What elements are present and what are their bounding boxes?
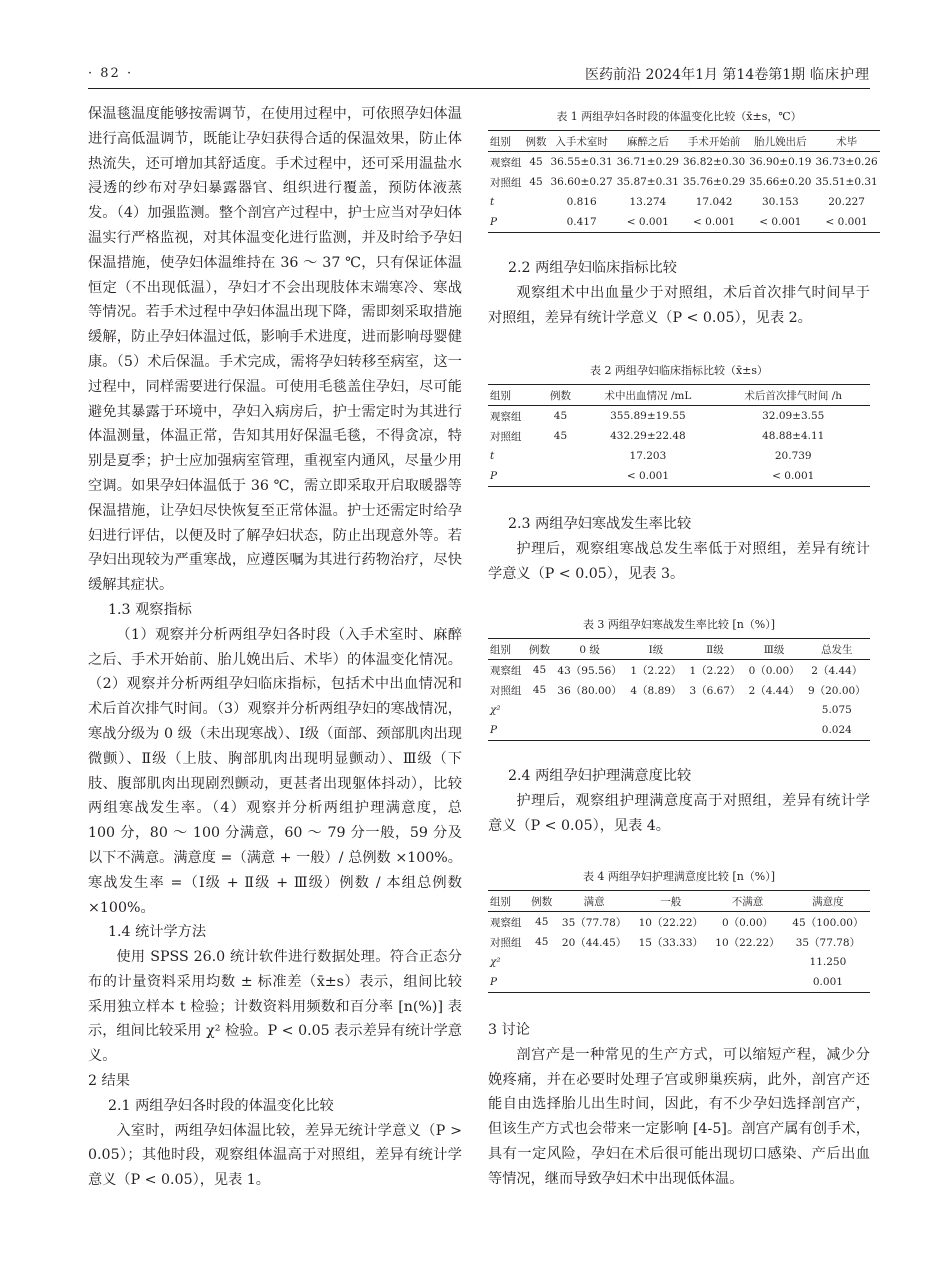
table-header-cell: Ⅱ级 — [685, 639, 744, 660]
table-cell: 17.203 — [629, 450, 667, 462]
table-cell — [526, 720, 553, 741]
table-cell: 36.55±0.31 — [550, 156, 613, 168]
table-cell — [542, 466, 580, 487]
table-cell: 45 — [532, 684, 547, 696]
table-cell: 10（22.22） — [638, 916, 704, 929]
table-row — [488, 212, 880, 233]
table-cell: 45 — [529, 156, 543, 168]
table-cell: 观察组 — [490, 664, 522, 677]
body-paragraph: 护理后，观察组寒战总发生率低于对照组，差异有统计学意义（P < 0.05），见表 3。 — [488, 540, 870, 582]
section-heading-3: 3 讨论 — [488, 1022, 530, 1038]
table-cell: 13.274 — [629, 196, 667, 208]
table-row — [488, 700, 870, 720]
table-row — [488, 192, 880, 212]
table-cell: 45 — [553, 430, 568, 442]
table-cell: 36.73±0.26 — [815, 156, 878, 168]
table-header-cell: Ⅰ级 — [626, 639, 685, 660]
table-row — [488, 446, 870, 466]
table-cell — [556, 972, 633, 993]
table-2 — [488, 384, 870, 487]
table-header-cell: 术中出血情况 /mL — [579, 385, 716, 406]
table-cell: 36.60±0.27 — [550, 176, 613, 188]
table-row — [488, 952, 870, 972]
table-1-caption: 表 1 两组孕妇各时段的体温变化比较（x̄±s，℃） — [556, 110, 802, 123]
table-header-cell: 例数 — [524, 131, 549, 152]
table-cell: P — [488, 972, 528, 993]
table-cell: 45 — [535, 916, 549, 928]
table-cell: 2（4.44） — [811, 664, 863, 677]
table-cell: 对照组 — [490, 430, 522, 443]
journal-info: 医药前沿 2024年1月 第14卷第1期 — [585, 67, 806, 83]
body-paragraph: 保温毯温度能够按需调节，在使用过程中，可依照孕妇体温进行高低温调节，既能让孕妇获得合适的保温效果，防止体热流失，还可增加其舒适度。手术过程中，还可采用温盐水浸透的纱布对孕妇暴露器官、组织进行覆盖，预防体液蒸发。（4）加强监测。整个剖宫产过程中，护士应当对孕妇体温实行严格监视，对其体温变化进行监测，并及时给予孕妇保温措施，使孕妇体温维持在 36 ～ 37 ℃，只有保证体温恒定（不出现低温），孕妇才不会出现肢体末端寒冷、寒战等情况。若手术过程中孕妇体温出现下降，需即刻采取措施缓解，防止孕妇体温过低，影响手术进度，进而影响母婴健康。（5）术后保温。手术完成，需将孕妇转移至病室，这一过程中，同样需要进行保温。可使用毛毯盖住孕妇，尽可能避免其暴露于环境中，孕妇入病房后，护士需定时为其进行体温测量，体温正常，告知其用好保温毛毯，不得贪凉，特别是夏季；护士应加强病室管理，重视室内通风，尽量少用空调。如果孕妇体温低于 36 ℃，需立即采取开启取暖器等保温措施，让孕妇尽快恢复至正常体温。护士还需定时给孕妇进行评估，以便及时了解孕妇状态，防止出现意外等。若孕妇出现较为严重寒战，应遵医嘱为其进行药物治疗，尽快缓解其症状。 — [88, 106, 462, 594]
table-cell: 35.66±0.20 — [749, 176, 812, 188]
table-cell: 11.250 — [809, 956, 847, 968]
table-cell: 45 — [535, 936, 549, 948]
table-header-cell: 麻醉之后 — [615, 131, 681, 152]
table-cell: 45 — [532, 664, 547, 676]
table-cell — [685, 700, 744, 720]
section-title: 临床护理 — [810, 67, 870, 83]
table-header-cell: 满意度 — [786, 891, 870, 912]
table-cell: 对照组 — [490, 936, 522, 949]
table-cell: 9（20.00） — [807, 684, 866, 697]
table-cell: 45 — [553, 410, 568, 422]
table-cell — [632, 972, 709, 993]
section-heading-2-1: 2.1 两组孕妇各时段的体温变化比较 — [108, 1097, 334, 1114]
table-cell: 36（80.00） — [557, 684, 622, 697]
section-heading-2-2: 2.2 两组孕妇临床指标比较 — [508, 260, 677, 276]
table-cell — [745, 700, 804, 720]
section-3-discussion — [488, 1018, 870, 1192]
table-header-cell: 组别 — [488, 639, 526, 660]
table-cell: 36.71±0.29 — [616, 156, 679, 168]
table-header-cell: 术毕 — [814, 131, 880, 152]
body-paragraph: （1）观察并分析两组孕妇各时段（入手术室时、麻醉之后、手术开始前、胎儿娩出后、术毕）的体温变化情况。（2）观察并分析两组孕妇临床指标，包括术中出血情况和术后首次排气时间。（3）观察并分析两组孕妇的寒战情况，寒战分级为 0 级（未出现寒战）、Ⅰ级（面部、颈部肌肉出现微颤）、Ⅱ级（上肢、胸部肌肉出现明显颤动）、Ⅲ级（下肢、腹部肌肉出现剧烈颤动，更甚者出现躯体抖动），比较两组寒战发生率。（4）观察并分析两组护理满意度，总 100 分，80 ～ 100 分满意，60 ～ 79 分一般，59 分及以下不满意。满意度 =（满意 + 一般）/ 总例数 ×100%。寒战发生率 =（Ⅰ级 + Ⅱ级 + Ⅲ级）例数 / 本组总例数 ×100%。 — [88, 626, 462, 916]
table-cell: 0.816 — [566, 196, 597, 208]
table-cell: P — [488, 720, 526, 741]
table-cell: 0（0.00） — [721, 916, 773, 929]
table-row — [488, 406, 870, 427]
table-row — [488, 466, 870, 487]
table-header-row — [488, 131, 880, 152]
table-cell — [709, 972, 786, 993]
table-header-cell: Ⅲ级 — [745, 639, 804, 660]
table-header-cell: 术后首次排气时间 /h — [717, 385, 871, 406]
table-cell — [542, 446, 580, 466]
table-cell: 35（77.78） — [795, 936, 861, 949]
section-2-3 — [488, 512, 870, 586]
table-cell: < 0.001 — [615, 212, 681, 233]
section-heading-2: 2 结果 — [88, 1073, 130, 1090]
table-cell — [524, 192, 549, 212]
section-heading-1-4: 1.4 统计学方法 — [108, 924, 207, 941]
table-cell: 3（6.67） — [689, 684, 741, 697]
table-cell: 2（4.44） — [748, 684, 800, 697]
table-header-row — [488, 385, 870, 406]
table-cell: P — [488, 466, 542, 487]
table-cell: 35.51±0.31 — [815, 176, 878, 188]
table-cell: 观察组 — [490, 916, 522, 929]
table-cell — [526, 700, 553, 720]
table-cell: 36.90±0.19 — [749, 156, 812, 168]
table-cell: 0.417 — [549, 212, 615, 233]
body-paragraph: 剖宫产是一种常见的生产方式，可以缩短产程，减少分娩疼痛，并在必要时处理子宫或卵巢疾病，此外，剖宫产还能自由选择胎儿出生时间，因此，有不少孕妇选择剖宫产，但该生产方式也会带来一定影响 [4-5]。剖宫产属有创手术，具有一定风险，孕妇在术后很可能出现切口感染、产后出血等情况，继而导致孕妇术中出现低体温。 — [488, 1046, 870, 1187]
table-cell: 432.29±22.48 — [610, 430, 686, 442]
table-cell: 1（2.22） — [630, 664, 682, 677]
table-cell: 17.042 — [695, 196, 733, 208]
body-paragraph: 入室时，两组孕妇体温比较，差异无统计学意义（P > 0.05）；其他时段，观察组体温高于对照组，差异有统计学意义（P < 0.05），见表 1。 — [88, 1122, 462, 1189]
table-row — [488, 660, 870, 681]
table-cell: 0.024 — [804, 720, 870, 741]
table-cell: χ² — [490, 956, 501, 968]
table-cell: 43（95.56） — [557, 664, 622, 677]
table-cell: 观察组 — [490, 156, 522, 169]
body-paragraph: 观察组术中出血量少于对照组，术后首次排气时间早于对照组，差异有统计学意义（P < 0.05），见表 2。 — [488, 284, 870, 326]
table-header-cell: 不满意 — [709, 891, 786, 912]
table-1 — [488, 130, 880, 233]
table-cell — [685, 720, 744, 741]
table-4 — [488, 890, 870, 993]
table-cell — [553, 700, 626, 720]
table-cell — [709, 952, 786, 972]
table-row — [488, 912, 870, 933]
table-cell: < 0.001 — [717, 466, 871, 487]
table-cell: 10（22.22） — [715, 936, 780, 949]
table-cell — [632, 952, 709, 972]
table-cell — [524, 212, 549, 233]
table-row — [488, 720, 870, 741]
table-header-cell: 组别 — [488, 385, 542, 406]
table-cell: 355.89±19.55 — [610, 410, 686, 422]
table-row — [488, 932, 870, 952]
table-cell: 15（33.33） — [638, 936, 704, 949]
table-cell — [745, 720, 804, 741]
table-cell: 30.153 — [762, 196, 799, 208]
section-heading-2-4: 2.4 两组孕妇护理满意度比较 — [508, 768, 692, 784]
table-cell — [528, 952, 556, 972]
table-header-cell: 组别 — [488, 891, 528, 912]
table-row — [488, 426, 870, 446]
table-cell: 20（44.45） — [561, 936, 627, 949]
table-header-cell: 例数 — [542, 385, 580, 406]
table-cell: 0（0.00） — [748, 664, 800, 677]
table-2-caption: 表 2 两组孕妇临床指标比较（x̄±s） — [589, 364, 769, 377]
table-cell: 35（77.78） — [561, 916, 627, 929]
table-cell: P — [488, 212, 524, 233]
table-cell: 1（2.22） — [689, 664, 741, 677]
table-4-caption: 表 4 两组孕妇护理满意度比较 [n（%）] — [582, 870, 776, 883]
section-heading-1-3: 1.3 观察指标 — [108, 601, 192, 618]
table-header-cell: 例数 — [528, 891, 556, 912]
body-paragraph: 使用 SPSS 26.0 统计软件进行数据处理。符合正态分布的计量资料采用均数 ± 标准差（x̄±s）表示，组间比较采用独立样本 t 检验；计数资料用频数和百分率 [n(%)] 表示，组间比较采用 χ² 检验。P < 0.05 表示差异有统计学意义。 — [88, 949, 462, 1065]
table-cell — [553, 720, 626, 741]
table-cell: < 0.001 — [747, 212, 813, 233]
table-cell: 对照组 — [490, 176, 522, 189]
section-heading-2-3: 2.3 两组孕妇寒战发生率比较 — [508, 516, 692, 532]
table-cell — [626, 700, 685, 720]
table-header-row — [488, 891, 870, 912]
table-cell: 对照组 — [490, 684, 522, 697]
table-row — [488, 972, 870, 993]
table-cell: t — [490, 196, 495, 208]
table-row — [488, 172, 880, 192]
table-header-cell: 总发生 — [804, 639, 870, 660]
table-cell: 5.075 — [821, 704, 852, 716]
table-3 — [488, 638, 870, 741]
table-header-cell: 例数 — [526, 639, 553, 660]
table-cell: 45（100.00） — [792, 916, 864, 929]
section-2-2 — [488, 256, 870, 330]
page-number: · 82 · — [88, 66, 134, 81]
table-3-caption: 表 3 两组孕妇寒战发生率比较 [n（%）] — [582, 618, 776, 631]
table-cell: 45 — [529, 176, 543, 188]
table-cell: < 0.001 — [814, 212, 880, 233]
table-cell: 观察组 — [490, 410, 522, 423]
section-2-4 — [488, 764, 870, 838]
page-header — [88, 58, 870, 89]
table-header-cell: 组别 — [488, 131, 524, 152]
table-cell — [626, 720, 685, 741]
table-header-cell: 0 级 — [553, 639, 626, 660]
table-cell: 4（8.89） — [630, 684, 682, 697]
table-cell — [528, 972, 556, 993]
table-cell: t — [490, 450, 495, 462]
table-cell: 20.739 — [774, 450, 812, 462]
table-header-cell: 一般 — [632, 891, 709, 912]
body-paragraph: 护理后，观察组护理满意度高于对照组，差异有统计学意义（P < 0.05），见表 4。 — [488, 792, 870, 834]
table-cell — [556, 952, 633, 972]
left-column — [88, 102, 462, 1193]
table-header-row — [488, 639, 870, 660]
table-header-cell: 手术开始前 — [681, 131, 747, 152]
table-row — [488, 152, 880, 173]
table-cell: 20.227 — [828, 196, 865, 208]
table-cell: 35.87±0.31 — [616, 176, 679, 188]
table-cell: 35.76±0.29 — [683, 176, 746, 188]
table-cell: χ² — [490, 704, 501, 716]
table-header-cell: 满意 — [556, 891, 633, 912]
table-row — [488, 680, 870, 700]
table-cell: < 0.001 — [579, 466, 716, 487]
table-cell: 32.09±3.55 — [762, 410, 825, 422]
table-cell: 48.88±4.11 — [762, 430, 825, 442]
table-header-cell: 胎儿娩出后 — [747, 131, 813, 152]
table-cell: 36.82±0.30 — [683, 156, 746, 168]
table-header-cell: 入手术室时 — [549, 131, 615, 152]
table-cell: 0.001 — [786, 972, 870, 993]
table-cell: < 0.001 — [681, 212, 747, 233]
